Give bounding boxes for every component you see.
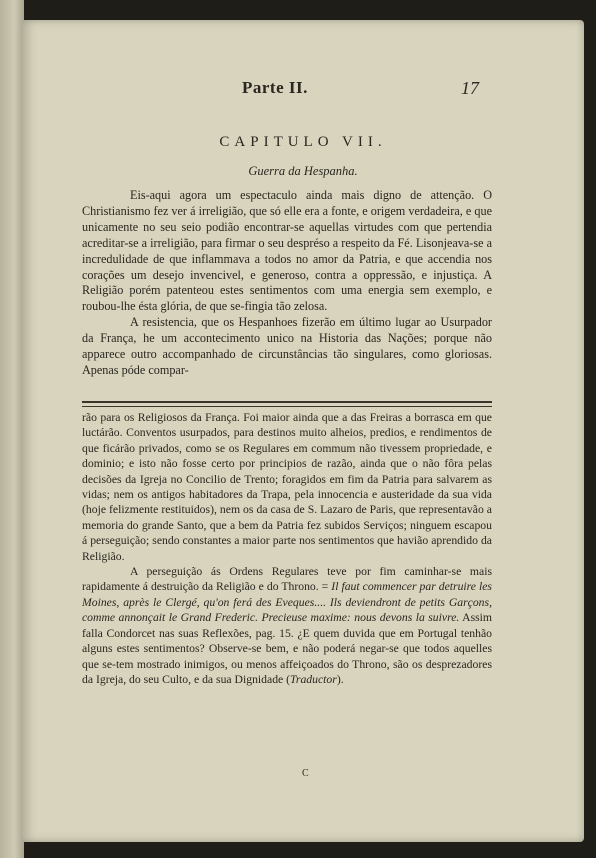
main-paragraph: Eis-aqui agora um espectaculo ainda mais digno de attenção. O Christianismo fez ver á irreligião, que só elle era a fonte, e origem verdadeira, e que unicamente no seu seio podião encontrar-se aquellas virtudes com que pertendia acreditar-se a irreligião, para firmar o seu despréso a respeito da Fé. Lisonjeava-se a incredulidade de que inflammava a todos no amor da Patria, e que accendia nos corações um desejo invencivel, e generoso, contra a oppressão, e injustiça. A Religião porém patenteou estes sentimentos com uma energia sem exemplo, e roubou-lhe ésta glória, de que se-fingia tão zelosa. [82,188,492,314]
footnote-text-start: A perseguição ás Ordens Regulares teve por fim caminhar-se mais rapidamente á destruição da Religião e do Throno. = [82,565,492,594]
previous-page-edge [0,0,24,858]
translator-attribution: Traductor [290,672,337,686]
chapter-title: CAPITULO VII. [219,134,387,150]
french-quotation: Il faut commencer par detruire les Moines, après le Clergé, qu'on ferá des Eveques.... Ils deviendront de petits Garçons, comme annonçait le Grand Frederic. Precieuse maxime: nous devons la suivre. [82,580,492,625]
main-paragraph: A resistencia, que os Hespanhoes fizerão em último lugar ao Usurpador da França, he um accontecimento unico na Historia das Nações; porque não apparece outro accompanhado de circunstâncias tão singulares, como gloriosas. Apenas póde compar- [82,315,492,377]
signature-mark: C [302,768,309,779]
chapter-subtitle: Guerra da Hespanha. [248,164,358,178]
book-page [22,20,584,842]
footnote-text [82,410,492,687]
footnote-paragraph [82,564,492,687]
footnote-close: ). [336,672,344,686]
part-label: Parte II. [242,78,308,97]
footnote-divider [82,401,492,407]
footnote-paragraph: rão para os Religiosos da França. Foi maior ainda que a das Freiras a borrasca em que luctárão. Conventos usurpados, para destinos muito alheios, predios, e rendimentos de que ficárão privados, como se os Regulares em commum não tivessem propriedade, e dominio; e isto não fosse certo por principios de razão, ainda que o não fôra pelas decisões da Igreja no Concilio de Trento; foragidos em fim da Patria para salvarem as vidas; nem os antigos habitadores da Trapa, pela innocencia e austeridade da sua vida (hoje felizmente restituidos), nem os da casa de S. Lazaro de Paris, que representavão a memoria do grande Santo, que a bem da Patria fez subidos Serviços; ninguem escapou á perseguição; sendo constantes a maior parte nos sentimentos que havião aprendido da Religião. [82,411,492,563]
footnote-text-end: Assim falla Condorcet nas suas Reflexões, pag. 15. ¿E quem duvida que em Portugal tenhão alguns estes sentimentos? Observe-se bem, e não poderá negar-se que todos aquelles que se-tem mostrado inimigos, ou menos affeiçoados do Throno, são os desprezadores da Igreja, do seu Culto, e da sua Dignidade ( [82,611,492,686]
main-text [82,188,492,379]
running-header [22,78,584,108]
page-number: 17 [461,78,479,98]
